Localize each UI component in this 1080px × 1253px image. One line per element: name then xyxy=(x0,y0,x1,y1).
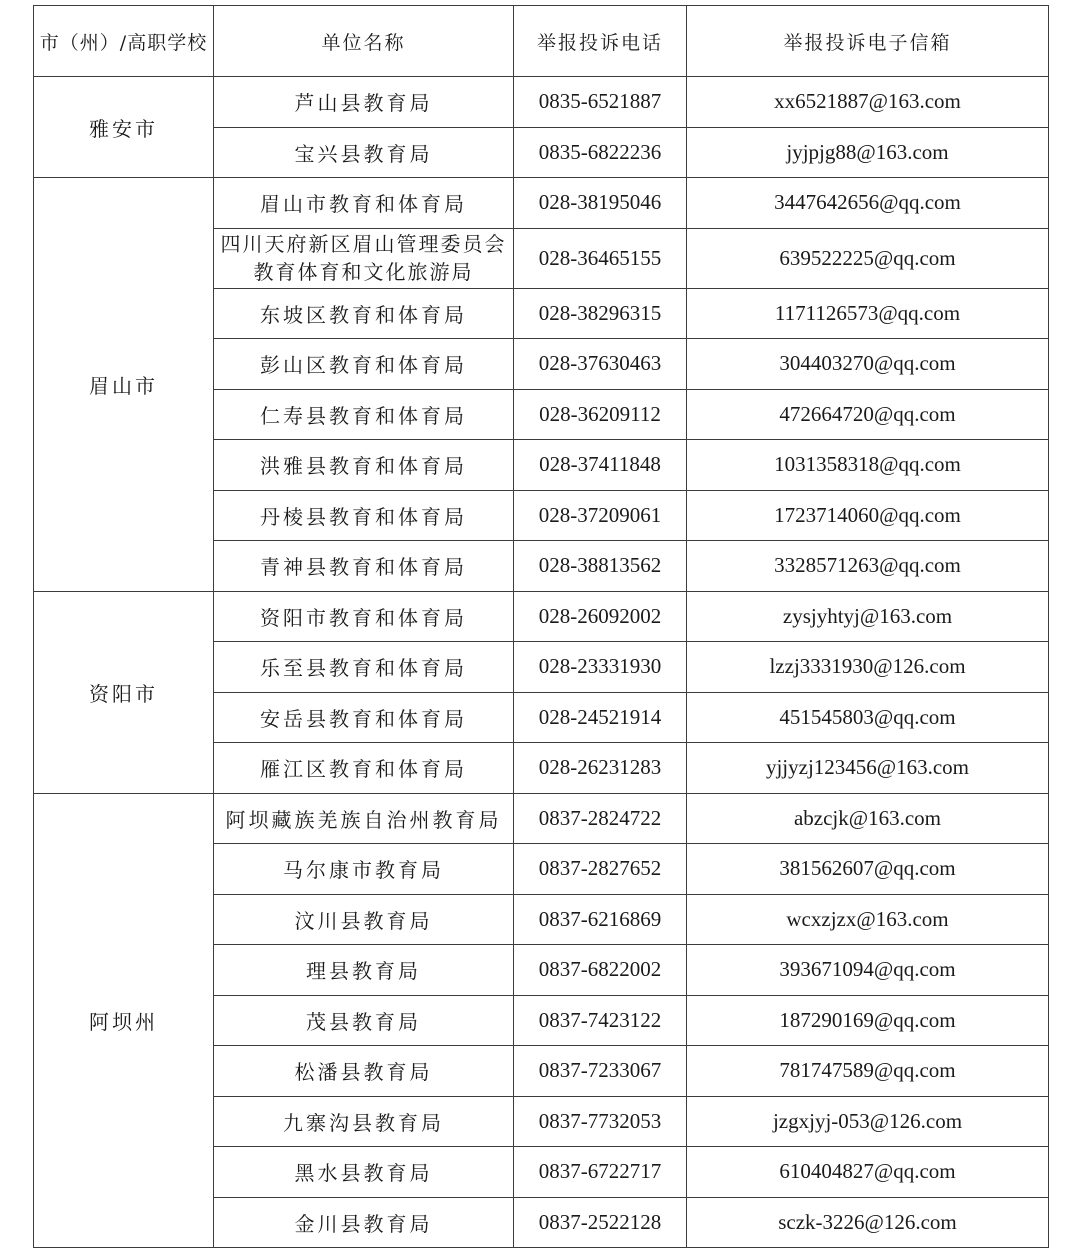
unit-name-cell: 茂县教育局 xyxy=(214,995,514,1046)
email-cell: 472664720@qq.com xyxy=(687,389,1049,440)
phone-cell: 028-38195046 xyxy=(514,178,687,229)
phone-cell: 0837-2827652 xyxy=(514,844,687,895)
email-cell: 3447642656@qq.com xyxy=(687,178,1049,229)
region-cell: 阿坝州 xyxy=(34,793,214,1248)
unit-name-cell: 洪雅县教育和体育局 xyxy=(214,440,514,491)
phone-cell: 028-38296315 xyxy=(514,288,687,339)
phone-cell: 028-26231283 xyxy=(514,743,687,794)
phone-cell: 0835-6521887 xyxy=(514,77,687,128)
email-cell: sczk-3226@126.com xyxy=(687,1197,1049,1248)
phone-cell: 0837-6722717 xyxy=(514,1147,687,1198)
region-cell: 雅安市 xyxy=(34,77,214,178)
unit-name-cell: 安岳县教育和体育局 xyxy=(214,692,514,743)
email-cell: 3328571263@qq.com xyxy=(687,541,1049,592)
email-cell: 639522225@qq.com xyxy=(687,228,1049,288)
region-cell: 眉山市 xyxy=(34,178,214,592)
email-cell: lzzj3331930@126.com xyxy=(687,642,1049,693)
table-body xyxy=(34,77,1049,1248)
header-region: 市（州）/高职学校 xyxy=(34,6,214,77)
phone-cell: 0835-6822236 xyxy=(514,127,687,178)
phone-cell: 0837-2824722 xyxy=(514,793,687,844)
unit-name-cell: 黑水县教育局 xyxy=(214,1147,514,1198)
phone-cell: 0837-6216869 xyxy=(514,894,687,945)
email-cell: zysjyhtyj@163.com xyxy=(687,591,1049,642)
phone-cell: 0837-7732053 xyxy=(514,1096,687,1147)
email-cell: 1031358318@qq.com xyxy=(687,440,1049,491)
phone-cell: 028-24521914 xyxy=(514,692,687,743)
unit-name-cell: 宝兴县教育局 xyxy=(214,127,514,178)
unit-name-cell: 彭山区教育和体育局 xyxy=(214,339,514,390)
unit-name-cell: 青神县教育和体育局 xyxy=(214,541,514,592)
phone-cell: 028-37411848 xyxy=(514,440,687,491)
unit-name-cell: 阿坝藏族羌族自治州教育局 xyxy=(214,793,514,844)
table-row xyxy=(34,77,1049,128)
unit-name-cell: 理县教育局 xyxy=(214,945,514,996)
email-cell: 1723714060@qq.com xyxy=(687,490,1049,541)
phone-cell: 028-36209112 xyxy=(514,389,687,440)
phone-cell: 028-23331930 xyxy=(514,642,687,693)
phone-cell: 028-37630463 xyxy=(514,339,687,390)
email-cell: 781747589@qq.com xyxy=(687,1046,1049,1097)
email-cell: jyjpjg88@163.com xyxy=(687,127,1049,178)
table-row xyxy=(34,178,1049,229)
phone-cell: 0837-7423122 xyxy=(514,995,687,1046)
unit-name-line: 教育体育和文化旅游局 xyxy=(253,260,474,284)
phone-cell: 0837-6822002 xyxy=(514,945,687,996)
unit-name-cell: 丹棱县教育和体育局 xyxy=(214,490,514,541)
header-phone: 举报投诉电话 xyxy=(514,6,687,77)
unit-name-cell: 芦山县教育局 xyxy=(214,77,514,128)
phone-cell: 028-37209061 xyxy=(514,490,687,541)
unit-name-cell: 汶川县教育局 xyxy=(214,894,514,945)
header-unit-name: 单位名称 xyxy=(214,6,514,77)
email-cell: abzcjk@163.com xyxy=(687,793,1049,844)
region-cell: 资阳市 xyxy=(34,591,214,793)
unit-name-cell: 资阳市教育和体育局 xyxy=(214,591,514,642)
unit-name-cell xyxy=(214,228,514,288)
email-cell: xx6521887@163.com xyxy=(687,77,1049,128)
header-email: 举报投诉电子信箱 xyxy=(687,6,1049,77)
unit-name-cell: 雁江区教育和体育局 xyxy=(214,743,514,794)
email-cell: 393671094@qq.com xyxy=(687,945,1049,996)
phone-cell: 0837-7233067 xyxy=(514,1046,687,1097)
phone-cell: 028-38813562 xyxy=(514,541,687,592)
phone-cell: 028-26092002 xyxy=(514,591,687,642)
email-cell: 1171126573@qq.com xyxy=(687,288,1049,339)
unit-name-cell: 仁寿县教育和体育局 xyxy=(214,389,514,440)
contact-table xyxy=(33,5,1049,1248)
unit-name-cell: 眉山市教育和体育局 xyxy=(214,178,514,229)
unit-name-cell: 九寨沟县教育局 xyxy=(214,1096,514,1147)
email-cell: 610404827@qq.com xyxy=(687,1147,1049,1198)
unit-name-cell: 松潘县教育局 xyxy=(214,1046,514,1097)
email-cell: 304403270@qq.com xyxy=(687,339,1049,390)
unit-name-cell: 乐至县教育和体育局 xyxy=(214,642,514,693)
email-cell: 381562607@qq.com xyxy=(687,844,1049,895)
table-row xyxy=(34,793,1049,844)
phone-cell: 028-36465155 xyxy=(514,228,687,288)
email-cell: wcxzjzx@163.com xyxy=(687,894,1049,945)
email-cell: 451545803@qq.com xyxy=(687,692,1049,743)
unit-name-cell: 金川县教育局 xyxy=(214,1197,514,1248)
unit-name-cell: 马尔康市教育局 xyxy=(214,844,514,895)
email-cell: 187290169@qq.com xyxy=(687,995,1049,1046)
email-cell: yjjyzj123456@163.com xyxy=(687,743,1049,794)
unit-name-cell: 东坡区教育和体育局 xyxy=(214,288,514,339)
table-row xyxy=(34,591,1049,642)
unit-name-line: 四川天府新区眉山管理委员会 xyxy=(220,232,507,256)
email-cell: jzgxjyj-053@126.com xyxy=(687,1096,1049,1147)
phone-cell: 0837-2522128 xyxy=(514,1197,687,1248)
header-row xyxy=(34,6,1049,77)
